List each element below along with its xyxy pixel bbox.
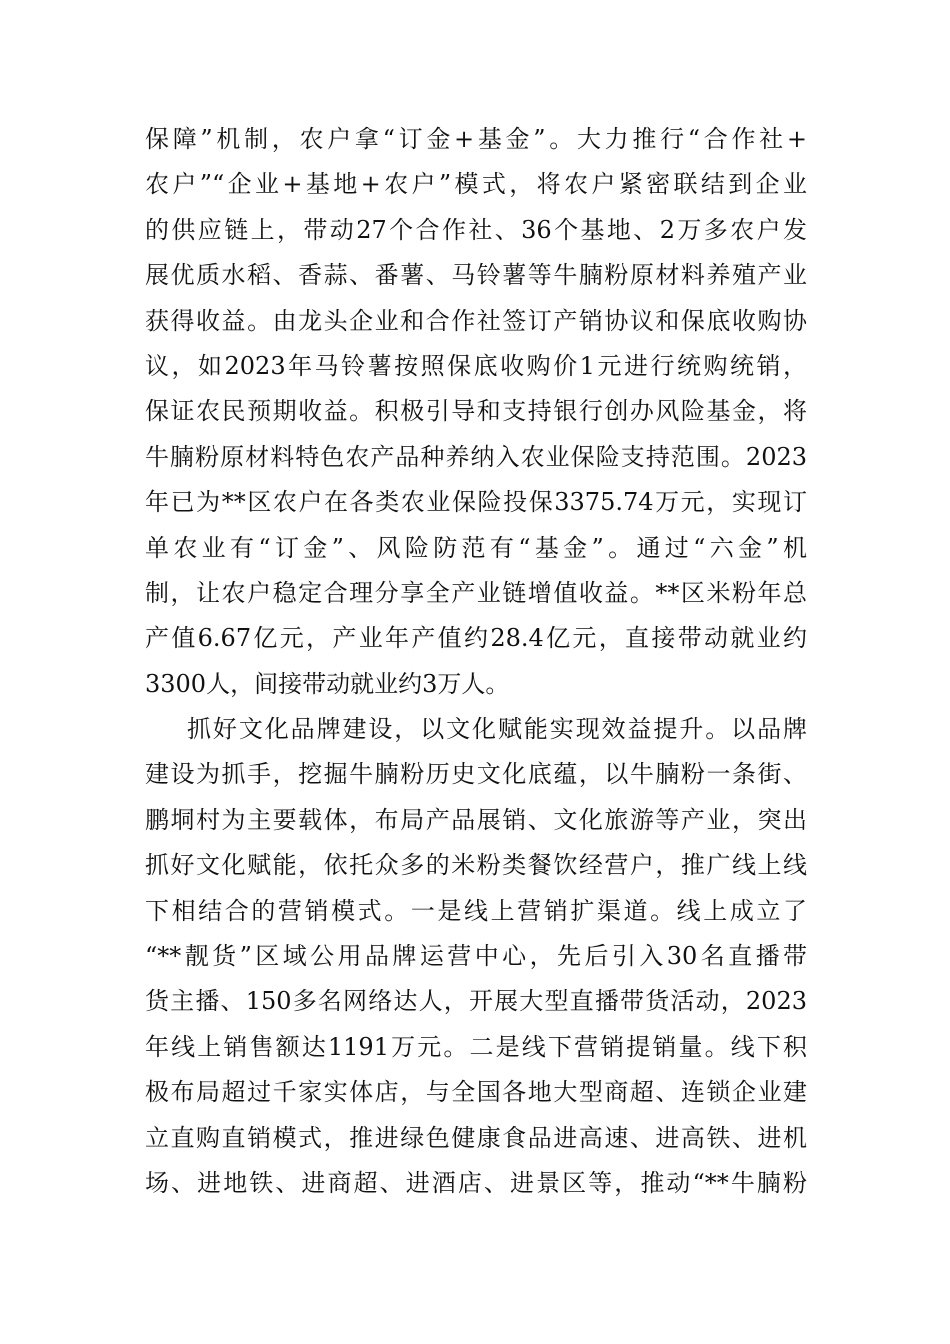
text-line: 立直购直销模式，推进绿色健康食品进高速、进高铁、进机 [145,1123,807,1152]
text-line: 制，让农户稳定合理分享全产业链增值收益。**区米粉年总 [145,578,807,607]
text-line: 建设为抓手，挖掘牛腩粉历史文化底蕴，以牛腩粉一条街、 [145,760,807,789]
text-line: 下相结合的营销模式。一是线上营销扩渠道。线上成立了 [145,896,807,925]
text-line: 鹏垌村为主要载体，布局产品展销、文化旅游等产业，突出 [145,805,807,834]
document-body [145,117,807,1206]
text-line: 展优质水稻、香蒜、番薯、马铃薯等牛腩粉原材料养殖产业 [145,261,807,290]
text-line: 3300人，间接带动就业约3万人。 [145,669,510,698]
text-line: 年线上销售额达1191万元。二是线下营销提销量。线下积 [145,1032,807,1061]
text-line: 产值6.67亿元，产业年产值约28.4亿元，直接带动就业约 [145,624,807,653]
text-line: 获得收益。由龙头企业和合作社签订产销协议和保底收购协 [145,306,807,335]
text-line: 单农业有“订金”、风险防范有“基金”。通过“六金”机 [145,533,807,562]
text-line: 年已为**区农户在各类农业保险投保3375.74万元，实现订 [145,488,807,517]
text-line: 农户”“企业+基地+农户”模式，将农户紧密联结到企业 [145,170,807,199]
paragraph-cultural-brand [145,707,807,1206]
text-line: “**靓货”区域公用品牌运营中心，先后引入30名直播带 [145,942,807,971]
paragraph-liujin-mechanism [145,117,807,707]
text-line: 抓好文化赋能，依托众多的米粉类餐饮经营户，推广线上线 [145,851,807,880]
text-line: 牛腩粉原材料特色农产品种养纳入农业保险支持范围。2023 [145,442,807,471]
text-line: 保证农民预期收益。积极引导和支持银行创办风险基金，将 [145,397,807,426]
text-line: 议，如2023年马铃薯按照保底收购价1元进行统购统销， [145,351,807,380]
text-line: 保障”机制，农户拿“订金+基金”。大力推行“合作社+ [145,125,807,153]
text-line: 场、进地铁、进商超、进酒店、进景区等，推动“**牛腩粉 [145,1168,807,1197]
text-line: 极布局超过千家实体店，与全国各地大型商超、连锁企业建 [145,1078,807,1107]
text-line: 的供应链上，带动27个合作社、36个基地、2万多农户发 [145,215,807,244]
text-line: 货主播、150多名网络达人，开展大型直播带货活动，2023 [145,987,807,1016]
text-line: 抓好文化品牌建设，以文化赋能实现效益提升。以品牌 [187,715,807,744]
